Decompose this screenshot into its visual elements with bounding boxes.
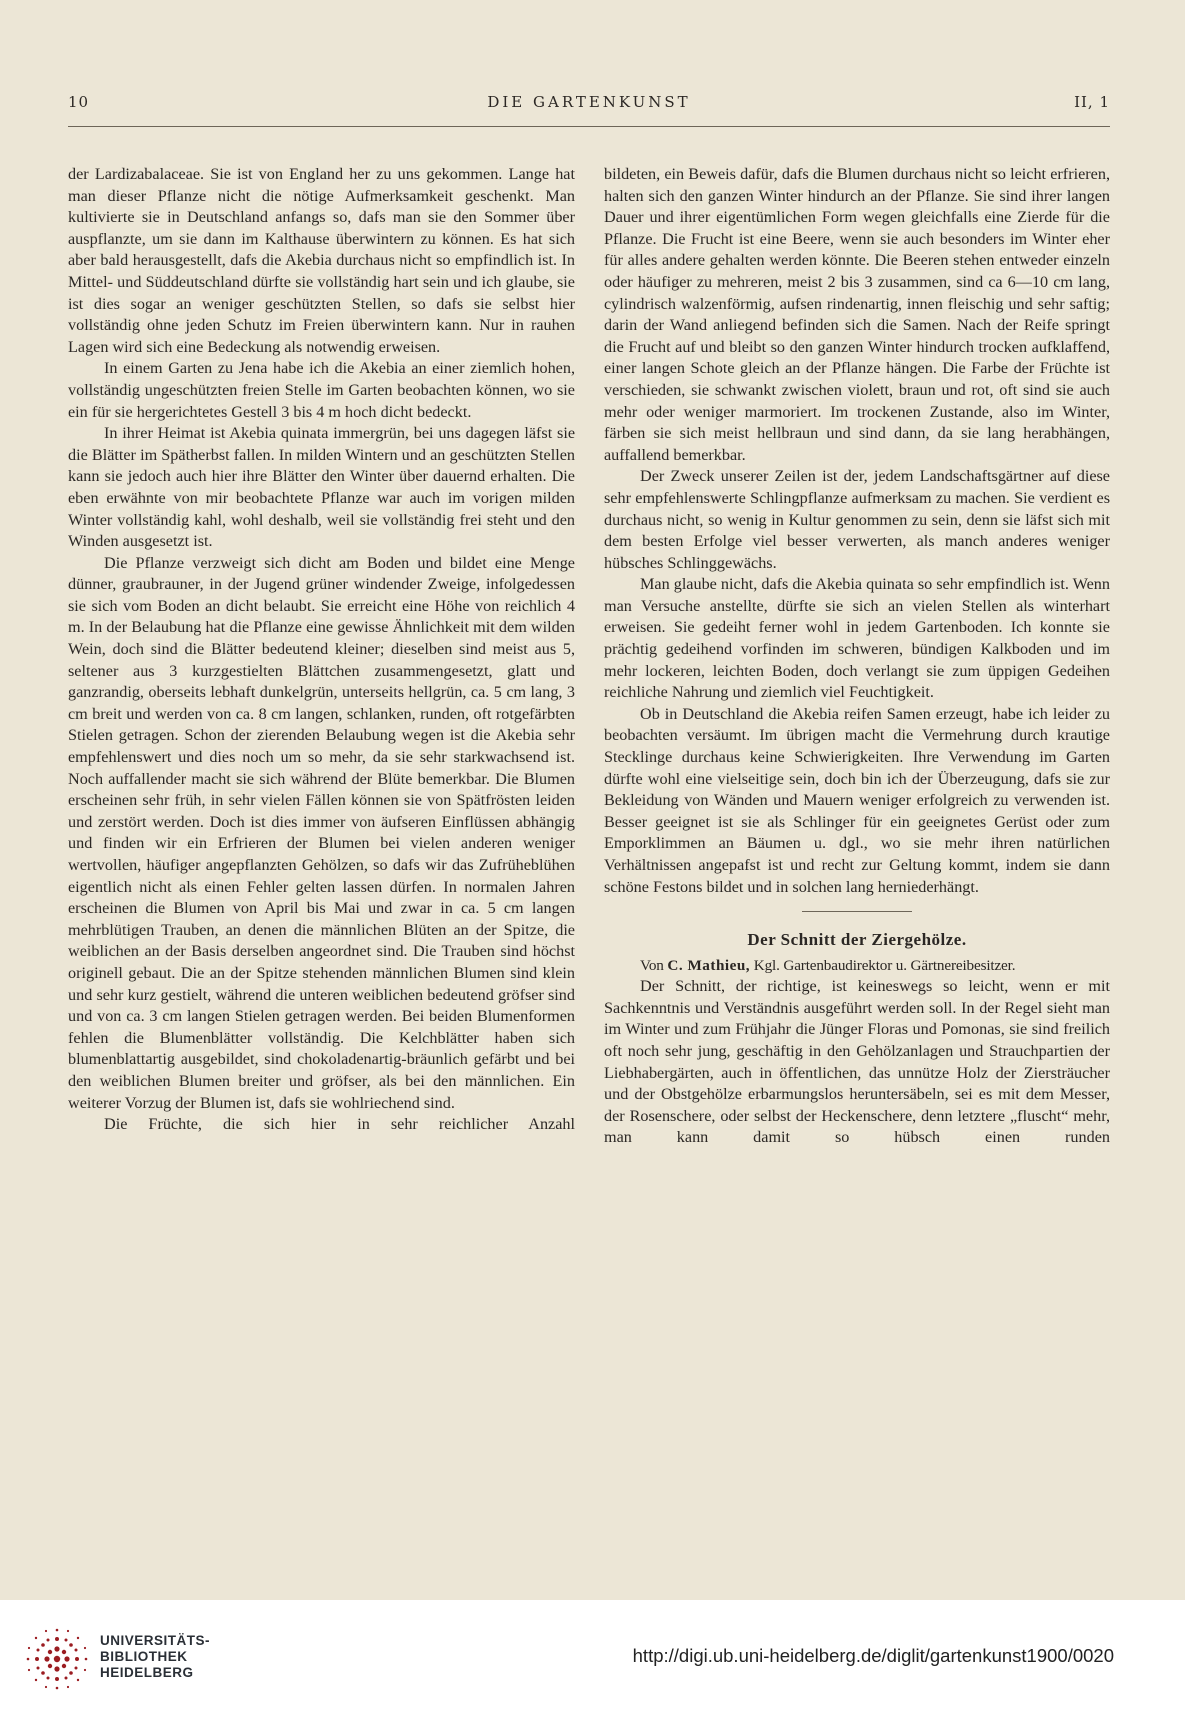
author-name: C. Mathieu, [667, 957, 751, 975]
paragraph: Die Früchte, die sich hier in sehr reichlicher Anzahl [104, 1115, 575, 1134]
paragraph: In ihrer Heimat ist Akebia quinata immergrün, bei uns dagegen läfst sie die Blätter im Spätherbst fallen. In milden Wintern und an geschützten Stellen kann sie jedoch auch hier ihre Blätter den Winter über dauernd erhalten. Die eben erwähnte von mir beobachtete Pflanze war auch im vorigen milden Winter vollständig kahl, wohl deshalb, weil sie vollständig frei steht und den Winden ausgesetzt ist. [68, 424, 575, 551]
institution-name [100, 1633, 210, 1681]
article-title: Der Schnitt der Ziergehölze. [747, 930, 967, 950]
page-number: 10 [68, 93, 90, 111]
institution-line: BIBLIOTHEK [100, 1649, 188, 1664]
running-header [68, 93, 1110, 117]
header-rule [68, 126, 1110, 127]
article-byline [604, 955, 1110, 976]
paragraph: der Lardizabalaceae. Sie ist von England her zu uns gekommen. Lange hat man dieser Pflanze nicht die nötige Aufmerksamkeit geschenkt. Man kultivierte sie in Deutschland anfangs so, dafs man sie den Sommer über auspflanzte, um sie dann im Kalthause überwintern zu können. Es hat sich aber bald herausgestellt, dafs die Akebia durchaus nicht so empfindlich ist. In Mittel- und Süddeutschland dürfte sie vollständig hart sein und ich glaube, sie ist dies sogar an weniger geschützten Stellen, so dafs sie selbst hier vollständig ohne jeden Schutz im Freien überwintern kann. Nur in rauhen Lagen wird sich eine Bedeckung als notwendig erweisen. [68, 165, 575, 356]
left-column [68, 164, 575, 1136]
library-footer [0, 1600, 1185, 1713]
paragraph: In einem Garten zu Jena habe ich die Akebia an einer ziemlich hohen, vollständig ungeschützten freien Stelle im Garten beobachten können, wo sie ein für sie hergerichtetes Gestell 3 bis 4 m hoch dicht bedeckt. [68, 359, 575, 421]
permalink-url[interactable]: http://digi.ub.uni-heidelberg.de/diglit/gartenkunst1900/0020 [632, 1645, 1114, 1666]
volume-number: II, 1 [1074, 93, 1110, 111]
paragraph: Die Pflanze verzweigt sich dicht am Boden und bildet eine Menge dünner, graubrauner, in der Jugend grüner windender Zweige, infolgedessen sie sich vom Boden an dicht belaubt. Sie erreicht eine Höhe von reichlich 4 m. In der Belaubung hat die Pflanze eine gewisse Ähnlichkeit mit dem wilden Wein, doch sind die Blätter bedeutend kleiner; dieselben sind meist aus 5, seltener aus 3 kurzgestielten Blättchen zusammengesetzt, glatt und ganzrandig, oberseits lebhaft dunkelgrün, unterseits hellgrün, ca. 5 cm lang, 3 cm breit und werden von ca. 8 cm langen, schlanken, runden, oft rotgefärbten Stielen getragen. Schon der zierenden Belaubung wegen ist die Akebia sehr empfehlenswert und dies noch um so mehr, da sie sehr starkwachsend ist. Noch auffallender macht sie sich während der Blüte bemerkbar. Die Blumen erscheinen sehr früh, in sehr vielen Fällen können sie von Spätfrösten leiden und zerstört werden. Doch ist dies immer von äufseren Einflüssen abhängig und finden wir ein Erfrieren der Blumen bei vielen anderen weniger wertvollen, häufiger angepflanzten Gehölzen, so dafs wir das Zufrüheblühen eigentlich nicht als einen Fehler gelten lassen dürfen. In normalen Jahren erscheinen die Blumen von April bis Mai und zwar in ca. 5 cm langen mehrblütigen Trauben, an denen die männlichen Blüten an der Spitze, die weiblichen an der Basis derselben angeordnet sind. Die Trauben sind höchst originell gebaut. Die an der Spitze stehenden männlichen Blumen sind klein und sehr kurz gestielt, während die unteren weiblichen bedeutend gröfser sind und von ca. 3 cm langen Stielen getragen werden. Bei beiden Blumenformen fehlen die Blumenblätter vollständig. Die Kelchblätter haben sich blumenblattartig ausgebildet, sind chokoladenartig-bräunlich gefärbt und bei den weiblichen Blumen breiter und gröfser, als bei den männlichen. Ein weiterer Vorzug der Blumen ist, dafs sie wohlriechend sind. [68, 553, 575, 1112]
section-divider [802, 911, 912, 912]
author-title: Kgl. Gartenbaudirektor u. Gärtnereibesitzer. [750, 957, 1016, 975]
institution-line: HEIDELBERG [100, 1665, 194, 1680]
right-column [604, 164, 1110, 1149]
paragraph: Ob in Deutschland die Akebia reifen Samen erzeugt, habe ich leider zu beobachten versäumt. Im übrigen macht die Vermehrung durch krautige Stecklinge durchaus keine Schwierigkeiten. Ihre Verwendung im Garten dürfte wohl eine vielseitige sein, doch bin ich der Überzeugung, dafs sie zur Bekleidung von Wänden und Mauern weniger erfolgreich zu verwenden ist. Besser geeignet ist sie als Schlinger für ein geeignetes Gerüst oder zum Emporklimmen an Bäumen u. dgl., wo sie mehr ihren natürlichen Verhältnissen angepafst ist und recht zur Geltung kommt, indem sie dann schöne Festons bildet und in solchen lang herniederhängt. [604, 704, 1110, 896]
paragraph: Der Zweck unserer Zeilen ist der, jedem Landschaftsgärtner auf diese sehr empfehlenswerte Schlingpflanze aufmerksam zu machen. Sie verdient es durchaus nicht, so wenig in Kultur genommen zu sein, denn sie läfst sich mit dem besten Erfolge viel besser verwerten, als manch anderes weniger hübsches Schlinggewächs. [604, 467, 1110, 572]
paragraph: bildeten, ein Beweis dafür, dafs die Blumen durchaus nicht so leicht erfrieren, halten sich den ganzen Winter hindurch an der Pflanze. Sie sind ihrer langen Dauer und ihrer eigentümlichen Form wegen gleichfalls eine Zierde für die Pflanze. Die Frucht ist eine Beere, wenn sie auch besonders im Winter eher für alles andere gehalten werden könnte. Die Beeren stehen entweder einzeln oder häufiger zu mehreren, meist 2 bis 3 zusammen, sind ca 6—10 cm lang, cylindrisch walzenförmig, aufsen rindenartig, innen fleischig und sehr saftig; darin der Wand anliegend befinden sich die Samen. Nach der Reife springt die Frucht auf und bleibt so den ganzen Winter hindurch trocken aufklaffend, einer langen Schote gleich an der Pflanze hängen. Die Farbe der Früchte ist verschieden, sie schwankt zwischen violett, braun und rot, oft sind sie auch mehr oder weniger marmoriert. Im trockenen Zustande, also im Winter, färben sie sich meist hellbraun und sind dann, da sie lang herabhängen, auffallend bemerkbar. [604, 165, 1110, 464]
institution-line: UNIVERSITÄTS- [100, 1633, 211, 1648]
byline-prefix: Von [640, 957, 668, 975]
university-seal-icon [22, 1624, 92, 1694]
journal-title: DIE GARTENKUNST [487, 93, 691, 111]
paragraph: Man glaube nicht, dafs die Akebia quinata so sehr empfindlich ist. Wenn man Versuche anstellte, dürfte sie sich an vielen Stellen als winterhart erweisen. Sie gedeiht ferner wohl in jedem Gartenboden. Ich konnte sie prächtig gedeihend vorfinden im schweren, bündigen Kalkboden und im mehr lockeren, leichten Boden, doch verlangt sie zum üppigen Gedeihen reichliche Nahrung und ziemlich viel Feuchtigkeit. [604, 575, 1110, 702]
paragraph: Der Schnitt, der richtige, ist keineswegs so leicht, wenn er mit Sachkenntnis und Verständnis ausgeführt werden soll. In der Regel sieht man im Winter und zum Frühjahr die Jünger Floras und Pomonas, sie sind freilich oft noch sehr jung, geschäftig in den Gehölzanlagen und Strauchpartien der Liebhabergärten, auch in öffentlichen, das unnütze Holz der Ziersträucher und der Obstgehölze erbarmungslos heruntersäbeln, sei es mit dem Messer, der Rosenschere, oder selbst der Heckenschere, denn letztere „fluscht“ mehr, man kann damit so hübsch einen runden [604, 977, 1110, 1147]
